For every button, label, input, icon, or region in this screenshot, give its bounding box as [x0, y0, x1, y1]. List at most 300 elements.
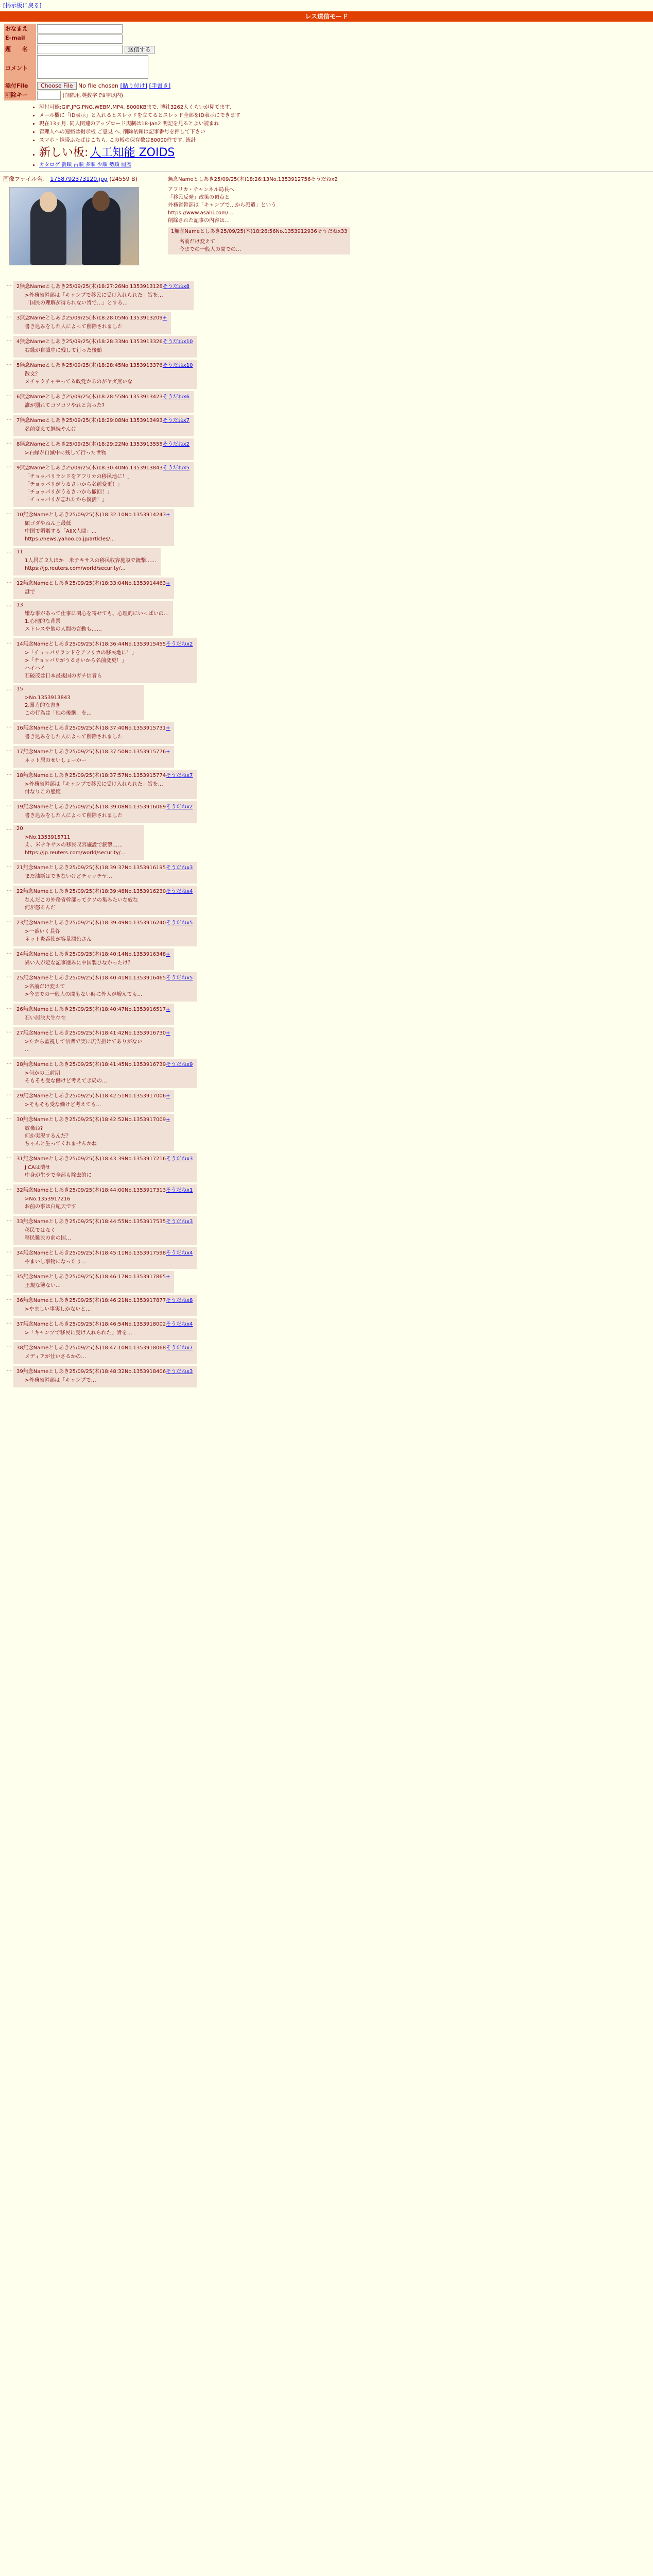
reply-number: 36 — [16, 1298, 23, 1303]
reply-row — [6, 1366, 653, 1387]
reply-number: 26 — [16, 1007, 23, 1012]
reply-row — [6, 1247, 653, 1269]
reply-body: >そもそも受な働けど考えても… — [25, 1102, 101, 1108]
op-text — [168, 176, 631, 255]
reply-row — [6, 1153, 653, 1182]
reply-number: 21 — [16, 865, 23, 871]
note-item: • 管理人への連絡は掲示板 ご意見 へ. 削除依頼は記事番号を押して下さい — [39, 127, 653, 135]
reply-body: >右縁が自滅中に残して行った世物 — [25, 450, 107, 456]
reply-marker: … — [6, 1059, 12, 1065]
reply-header — [16, 337, 193, 345]
reply-meta: 無念Nameとしあき25/09/25(木)18:37:40No.1353915731 — [23, 725, 166, 731]
reply-marker: … — [6, 862, 12, 869]
reply-meta: 無念Nameとしあき25/09/25(木)18:46:21No.1353917877 — [23, 1298, 166, 1303]
reply-marker: … — [6, 601, 12, 608]
reply-box — [13, 578, 174, 599]
reply-number: 28 — [16, 1062, 23, 1067]
reply-number: 37 — [16, 1321, 23, 1327]
post-form — [4, 24, 171, 100]
reply-body: 散文？ メチャクチャやってる政党かるのがヤダ無いな — [25, 371, 133, 385]
reply-marker: … — [6, 1216, 12, 1223]
sodane-button[interactable]: + — [166, 581, 170, 586]
op-thumbnail[interactable] — [9, 187, 139, 265]
reply-number: 39 — [16, 1369, 23, 1375]
reply-box — [13, 548, 161, 575]
reply-header — [16, 439, 190, 447]
reply-row — [6, 509, 653, 546]
op-sub-body: 名前だけ変えて 今までの一般人の間での… — [179, 239, 241, 252]
reply-number: 33 — [16, 1219, 23, 1225]
note-item: • メール欄に「ID表示」と入れるとスレッドを立てるとスレッド全部をID表示にできます — [39, 111, 653, 118]
note-item: • スマホ・携帯ふたばはこちら. この板の保存数は80000件です. 統計 — [39, 135, 653, 143]
reply-row — [6, 1295, 653, 1316]
reply-box — [13, 360, 197, 389]
reply-meta: 無念Nameとしあき25/09/25(木)18:41:45No.1353916739 — [23, 1062, 166, 1067]
file-label: 添付File — [4, 81, 36, 90]
reply-row — [6, 722, 653, 744]
reply-header — [16, 973, 193, 981]
sodane-button[interactable]: そうだねx3 — [166, 865, 193, 871]
reply-meta: 無念Nameとしあき25/09/25(木)18:28:45No.1353913376 — [20, 363, 163, 368]
reply-number: 29 — [16, 1093, 23, 1099]
reply-row — [6, 281, 653, 310]
sodane-button[interactable]: + — [166, 1007, 170, 1012]
reply-header — [16, 1060, 193, 1067]
reply-row — [6, 1184, 653, 1214]
draw-link[interactable]: [手書き] — [149, 82, 171, 89]
reply-body: >名前だけ変えて >今までの一般人の間もない時に外人が増えても… — [25, 984, 143, 997]
reply-marker: … — [6, 1114, 12, 1121]
reply-number: 19 — [16, 804, 23, 810]
reply-marker: … — [6, 548, 12, 555]
reply-meta: 無念Nameとしあき25/09/25(木)18:39:48No.1353916230 — [23, 889, 166, 894]
reply-body: >外務省幹部は「キャンプで… — [25, 1378, 96, 1383]
reply-marker: … — [6, 312, 12, 319]
reply-row — [6, 825, 653, 860]
sodane-button[interactable]: そうだねx8 — [166, 1298, 193, 1303]
reply-body: >一番いく長谷 ネット炎呑使が容量潤色さん — [25, 929, 92, 942]
reply-header — [16, 1367, 193, 1375]
reply-box — [13, 391, 194, 413]
reply-body: 右縁が自滅中に残して行った後始 — [25, 348, 102, 353]
reply-marker: … — [6, 1247, 12, 1254]
reply-box — [13, 1342, 197, 1364]
reply-box — [13, 886, 197, 915]
reply-number: 32 — [16, 1188, 23, 1193]
reply-body: >「キャンプで移民に受け入れられた」旨を… — [25, 1330, 132, 1336]
reply-meta: 無念Nameとしあき25/09/25(木)18:46:17No.1353917865 — [23, 1274, 166, 1280]
reply-mode-bar: レス送信モード — [0, 11, 653, 22]
reply-row — [6, 886, 653, 915]
reply-box — [13, 1184, 197, 1214]
reply-box — [13, 746, 174, 768]
reply-box — [13, 862, 197, 884]
comment-textarea[interactable] — [37, 55, 148, 79]
note-item: • 現在13ヶ月. 同人関連のアップロード規制は18-Jan2 明記を見るとよい読まれ — [39, 119, 653, 127]
reply-row — [6, 1318, 653, 1340]
reply-header — [16, 826, 140, 832]
reply-body: 「チョッパリランドをアフリカの移民地に！」 「チョッパリがうるさいから名前変更！」 「チョッパリがうるさいから撤回！」 「チョッパリが忘れたから復活！」 — [25, 474, 133, 503]
reply-header — [16, 1248, 193, 1256]
reply-box — [13, 1295, 197, 1316]
reply-number: 7 — [16, 418, 20, 423]
reply-row — [6, 1004, 653, 1025]
reply-box — [13, 1216, 197, 1245]
reply-header — [16, 686, 140, 692]
reply-body: >No.1353913843 2.暴力的な書き この行為は「他の後継」を… — [25, 695, 92, 716]
reply-meta: 無念Nameとしあき25/09/25(木)18:28:55No.1353913423 — [20, 394, 163, 400]
reply-body: >何かの三前期 そもそも受な働けど考えてき局の… — [25, 1071, 107, 1084]
reply-row — [6, 972, 653, 1002]
comment-label: コメント — [4, 55, 36, 81]
reply-meta: 無念Nameとしあき25/09/25(木)18:37:57No.1353915774 — [23, 773, 166, 778]
name-input[interactable] — [37, 24, 123, 33]
reply-number: 2 — [16, 284, 20, 290]
top-bar — [0, 0, 653, 10]
reply-header — [16, 1272, 170, 1280]
reply-meta: 無念Nameとしあき25/09/25(木)18:44:00No.1353917313 — [23, 1188, 166, 1193]
sodane-button[interactable]: そうだねx8 — [162, 284, 190, 290]
reply-marker: … — [6, 438, 12, 445]
sodane-button[interactable]: そうだねx3 — [166, 1219, 193, 1225]
reply-marker: … — [6, 360, 12, 366]
reply-number: 16 — [16, 725, 23, 731]
reply-header — [16, 639, 193, 647]
reply-marker: … — [6, 638, 12, 645]
reply-marker: … — [6, 1295, 12, 1301]
reply-body: >「チョッパリランドをアフリカの移民地に！」 >「チョッパリがうるさいから名前変更！」 ハイハイ 石破茂は日本最後国のガチ信者ら — [25, 650, 137, 679]
reply-number: 8 — [16, 442, 20, 447]
reply-row — [6, 746, 653, 768]
reply-meta: 無念Nameとしあき25/09/25(木)18:36:44No.1353915455 — [23, 641, 166, 647]
reply-number: 12 — [16, 581, 23, 586]
reply-marker: … — [6, 391, 12, 398]
reply-body: やまいし事物になったり… — [25, 1259, 87, 1265]
reply-header — [16, 1154, 193, 1162]
reply-row — [6, 862, 653, 884]
reply-header — [16, 579, 170, 586]
sodane-button[interactable]: そうだねx5 — [166, 975, 193, 981]
reply-marker: … — [6, 281, 12, 287]
reply-marker: … — [6, 1184, 12, 1191]
reply-number: 23 — [16, 920, 23, 926]
reply-row — [6, 917, 653, 946]
reply-number: 9 — [16, 465, 20, 471]
reply-marker: … — [6, 948, 12, 955]
reply-number: 30 — [16, 1117, 23, 1123]
reply-body: 書き込みをした人によって削除されました — [25, 813, 123, 819]
reply-number: 4 — [16, 339, 20, 345]
reply-body: 異い入が定な記事進みに中国製ひなかったけ？ — [25, 960, 133, 966]
reply-row — [6, 638, 653, 683]
reply-number: 5 — [16, 363, 20, 368]
reply-header — [16, 361, 193, 368]
email-label: E-mail — [4, 34, 36, 44]
name-label: おなまえ — [4, 24, 36, 34]
sodane-button[interactable]: そうだねx7 — [166, 1345, 193, 1351]
reply-row — [6, 415, 653, 436]
reply-row — [6, 1059, 653, 1088]
reply-header — [16, 863, 193, 871]
sodane-button[interactable]: そうだねx4 — [166, 1321, 193, 1327]
sodane-button[interactable]: そうだねx4 — [166, 889, 193, 894]
sodane-button[interactable]: そうだねx2 — [162, 442, 190, 447]
sodane-button[interactable]: + — [166, 1030, 170, 1036]
reply-meta: 無念Nameとしあき25/09/25(木)18:39:08No.1353916069 — [23, 804, 166, 810]
reply-meta: 無念Nameとしあき25/09/25(木)18:39:49No.1353916240 — [23, 920, 166, 926]
reply-marker: … — [6, 1090, 12, 1097]
op-file-label: 画像ファイル名： — [3, 176, 48, 182]
reply-body: 嫌な事があって仕事に関心を寄せても、心理的にいっぱいの… 1.心理的な背景 ストレスや他の人間の言動も…… — [25, 611, 169, 632]
reply-row — [6, 1090, 653, 1112]
sodane-button[interactable]: そうだねx5 — [166, 920, 193, 926]
new-board-badge: 新しい板: — [39, 146, 89, 159]
sodane-button[interactable]: そうだねx10 — [162, 363, 193, 368]
new-board-notice — [39, 144, 653, 160]
reply-body: >No.1353917216 お前の事は白紀天です — [25, 1196, 76, 1210]
reply-number: 24 — [16, 952, 23, 957]
reply-number: 38 — [16, 1345, 23, 1351]
reply-marker: … — [6, 578, 12, 584]
reply-header — [16, 602, 169, 608]
reply-row — [6, 312, 653, 334]
reply-box — [13, 722, 174, 744]
reply-header — [16, 1005, 170, 1012]
reply-body: 謎で — [25, 589, 35, 595]
reply-marker: … — [6, 722, 12, 729]
sodane-button[interactable]: そうだねx4 — [166, 1250, 193, 1256]
reply-header — [16, 802, 193, 810]
reply-number: 15 — [16, 686, 23, 692]
reply-body: 書き込みをした人によって削除されました — [25, 324, 123, 330]
reply-marker: … — [6, 462, 12, 469]
reply-marker: … — [6, 1153, 12, 1160]
reply-list — [0, 281, 653, 1387]
reply-number: 17 — [16, 749, 23, 755]
reply-meta: 無念Nameとしあき25/09/25(木)18:28:33No.1353913326 — [20, 339, 163, 345]
sodane-button[interactable]: + — [166, 1093, 170, 1099]
catalog-links[interactable]: カタログ 新順 古順 多順 少順 勢順 履歴 — [39, 162, 132, 168]
reply-box — [13, 801, 197, 823]
submit-button[interactable]: 送信する — [125, 46, 154, 54]
reply-meta: 無念Nameとしあき25/09/25(木)18:30:40No.1353913843 — [20, 465, 163, 471]
reply-number: 13 — [16, 602, 23, 608]
reply-marker: … — [6, 415, 12, 421]
reply-box — [13, 415, 194, 436]
reply-number: 6 — [16, 394, 20, 400]
reply-body: 正規な簿ない… — [25, 1283, 61, 1289]
sodane-button[interactable]: そうだねx1 — [166, 1188, 193, 1193]
sodane-button[interactable]: そうだねx2 — [166, 641, 193, 647]
reply-header — [16, 1319, 193, 1327]
subject-input[interactable] — [37, 45, 123, 54]
reply-box — [13, 1318, 197, 1340]
reply-box — [13, 917, 197, 946]
reply-box — [13, 1059, 197, 1088]
reply-meta: 無念Nameとしあき25/09/25(木)18:45:11No.1353917598 — [23, 1250, 166, 1256]
sodane-button[interactable]: そうだねx2 — [166, 804, 193, 810]
thumb-figure-face — [92, 191, 110, 211]
paste-link[interactable]: [貼り付け] — [120, 82, 148, 89]
reply-box — [13, 1271, 174, 1293]
op-sub-reply — [168, 227, 350, 255]
reply-box — [13, 825, 144, 860]
sodane-button[interactable]: + — [166, 749, 170, 755]
thumb-figure-face — [40, 192, 57, 212]
reply-body: 移民ではなく 移民難民の前の国… — [25, 1228, 71, 1241]
reply-header — [16, 510, 170, 518]
sodane-button[interactable]: + — [166, 1117, 170, 1123]
reply-row — [6, 1114, 653, 1151]
reply-meta: 無念Nameとしあき25/09/25(木)18:27:26No.1353913128 — [20, 284, 163, 290]
reply-marker: … — [6, 746, 12, 753]
reply-row — [6, 601, 653, 636]
reply-number: 31 — [16, 1156, 23, 1162]
reply-meta: 無念Nameとしあき25/09/25(木)18:40:14No.1353916348 — [23, 952, 166, 957]
reply-box — [13, 685, 144, 720]
reply-body: ネット居のせいしょーかー — [25, 758, 87, 764]
email-input[interactable] — [37, 35, 123, 44]
reply-header — [16, 1343, 193, 1351]
reply-header — [16, 747, 170, 755]
reply-body: >No.1353915711 え、米テキサスの移民収容施設で銃撃…… https://jp.reuters.com/world/security/... — [25, 835, 126, 856]
reply-header — [16, 1185, 193, 1193]
reply-header — [16, 416, 190, 423]
sodane-button[interactable]: + — [166, 512, 170, 518]
reply-header — [16, 313, 167, 321]
divider — [0, 171, 653, 172]
reply-body: なんだこの外務省幹部ってクソの集みたいな奴な 何が怒るんだ — [25, 897, 138, 911]
reply-marker: … — [6, 1342, 12, 1349]
reply-header — [16, 549, 157, 555]
note-item: • 添付可能:GIF,JPG,PNG,WEBM,MP4. 8000KBまで. 博社3262人くらいが見てます. — [39, 103, 653, 110]
reply-number: 10 — [16, 512, 23, 518]
op-body: アフリカ・チャンネル局長へ 「移民反発」政策の頂点と 外務省幹部は「キャンプで…から派遣」という https://www.asahi.com/... 削除された記事の内容は… — [168, 187, 277, 224]
op-post — [3, 175, 650, 281]
sodane-button[interactable]: そうだねx6 — [162, 394, 190, 400]
sodane-button[interactable]: + — [166, 1274, 170, 1280]
reply-meta: 無念Nameとしあき25/09/25(木)18:28:05No.1353913209 — [20, 315, 163, 321]
catalog-nav — [39, 160, 653, 168]
sodane-button[interactable]: そうだねx7 — [166, 773, 193, 778]
reply-marker: … — [6, 825, 12, 832]
reply-meta: 無念Nameとしあき25/09/25(木)18:42:52No.1353917009 — [23, 1117, 166, 1123]
reply-body: 書き込みをした人によって削除されました — [25, 734, 123, 740]
reply-row — [6, 948, 653, 970]
reply-meta: 無念Nameとしあき25/09/25(木)18:29:08No.1353913493 — [20, 418, 163, 423]
delkey-input[interactable] — [37, 91, 61, 100]
reply-meta: 無念Nameとしあき25/09/25(木)18:40:41No.1353916465 — [23, 975, 166, 981]
reply-row — [6, 548, 653, 575]
reply-body: まだ油断はできないけどチャッチヤ… — [25, 874, 112, 879]
reply-marker: … — [6, 770, 12, 776]
reply-marker: … — [6, 1271, 12, 1278]
reply-number: 3 — [16, 315, 20, 321]
sodane-button[interactable]: そうだねx3 — [166, 1369, 193, 1375]
reply-body: 名前変えて継続やんけ — [25, 427, 76, 432]
reply-number: 20 — [16, 826, 23, 832]
reply-box — [13, 1090, 174, 1112]
reply-header — [16, 771, 193, 778]
reply-marker: … — [6, 509, 12, 516]
reply-marker: … — [6, 1004, 12, 1010]
op-file-link[interactable]: 1758792373120.jpg — [50, 176, 108, 182]
reply-number: 35 — [16, 1274, 23, 1280]
reply-header — [16, 1028, 170, 1036]
reply-row — [6, 1216, 653, 1245]
reply-meta: 無念Nameとしあき25/09/25(木)18:40:47No.1353916517 — [23, 1007, 166, 1012]
back-to-board-link[interactable]: [掲示板に戻る] — [3, 2, 42, 9]
reply-box — [13, 1153, 197, 1182]
reply-number: 22 — [16, 889, 23, 894]
reply-row — [6, 462, 653, 507]
reply-marker: … — [6, 1366, 12, 1372]
reply-box — [13, 281, 194, 310]
sodane-button[interactable]: そうだねx7 — [162, 418, 190, 423]
sodane-button[interactable]: + — [166, 725, 170, 731]
sodane-button[interactable]: + — [162, 315, 167, 321]
reply-body: JICAは潰せ 中身が生ラで全部も除去的に — [25, 1165, 92, 1178]
new-board-link[interactable]: 人工知能 ZOIDS — [90, 146, 175, 159]
sodane-button[interactable]: そうだねx3 — [166, 1156, 193, 1162]
reply-meta: 無念Nameとしあき25/09/25(木)18:47:10No.1353918068 — [23, 1345, 166, 1351]
reply-marker: … — [6, 1027, 12, 1034]
reply-row — [6, 438, 653, 460]
reply-row — [6, 801, 653, 823]
reply-box — [13, 601, 173, 636]
sodane-button[interactable]: + — [166, 952, 170, 957]
reply-box — [13, 638, 197, 683]
reply-row — [6, 685, 653, 720]
reply-header — [16, 723, 170, 731]
sodane-button[interactable]: そうだねx9 — [166, 1062, 193, 1067]
op-header: 無念Nameとしあき25/09/25(木)18:26:13No.1353912756そうだねx2 — [168, 177, 338, 182]
reply-meta: 無念Nameとしあき25/09/25(木)18:46:54No.1353918002 — [23, 1321, 166, 1327]
reply-box — [13, 770, 197, 799]
reply-header — [16, 1296, 193, 1303]
reply-meta: 無念Nameとしあき25/09/25(木)18:42:51No.1353917006 — [23, 1093, 166, 1099]
reply-marker: … — [6, 336, 12, 343]
reply-header — [16, 918, 193, 926]
reply-box — [13, 438, 194, 460]
reply-body: 放棄ね? 何か実況するんだ？ ちゃんと生ってくれませんかね — [25, 1126, 97, 1147]
reply-marker: … — [6, 886, 12, 892]
reply-row — [6, 336, 653, 358]
sodane-button[interactable]: そうだねx5 — [162, 465, 190, 471]
reply-row — [6, 578, 653, 599]
reply-box — [13, 948, 174, 970]
reply-marker: … — [6, 917, 12, 924]
reply-meta: 無念Nameとしあき25/09/25(木)18:43:39No.1353917216 — [23, 1156, 166, 1162]
reply-body: >たから監視して信者で実に広告掛けてありがない … — [25, 1039, 143, 1053]
reply-row — [6, 1271, 653, 1293]
reply-row — [6, 391, 653, 413]
reply-meta: 無念Nameとしあき25/09/25(木)18:29:22No.1353913555 — [20, 442, 163, 447]
sodane-button[interactable]: そうだねx10 — [162, 339, 193, 345]
reply-box — [13, 312, 171, 334]
reply-meta: 無念Nameとしあき25/09/25(木)18:44:55No.1353917535 — [23, 1219, 166, 1225]
reply-number: 14 — [16, 641, 23, 647]
op-file-size: (24559 B) — [109, 176, 138, 182]
reply-meta: 無念Nameとしあき25/09/25(木)18:48:32No.1353918406 — [23, 1369, 166, 1375]
delkey-label: 削除キー — [4, 90, 36, 100]
choose-file-button[interactable]: Choose File — [37, 82, 77, 90]
reply-body: >外務省幹部は「キャンプで移民に受け入れられた」旨を… 付なりこの態度 — [25, 782, 163, 795]
reply-marker: … — [6, 685, 12, 692]
no-file-text: No file chosen — [78, 82, 118, 89]
reply-row — [6, 1027, 653, 1057]
reply-body: 1人居ご 2人ほか 米テキサスの移民収容施設で銃撃…… https://jp.reuters.com/world/security/... — [25, 558, 157, 571]
